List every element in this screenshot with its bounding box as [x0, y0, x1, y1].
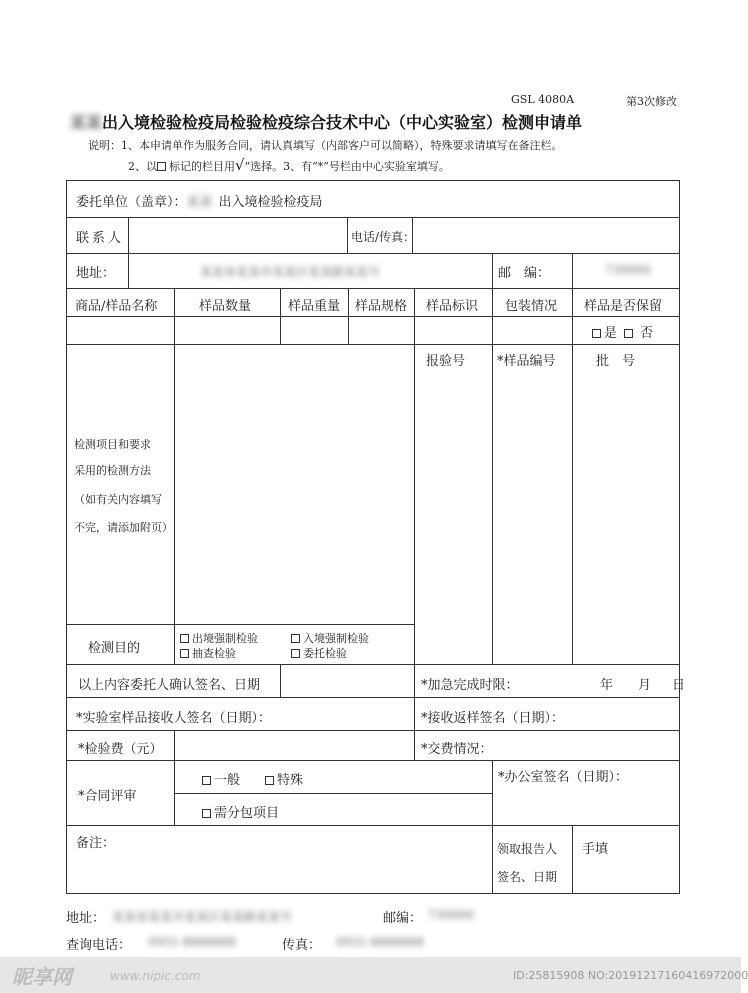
review-option-general[interactable]: [202, 769, 240, 788]
grid-line: [66, 825, 680, 826]
grid-line: [66, 316, 680, 317]
grid-line: [66, 624, 414, 625]
grid-line: [174, 288, 175, 664]
urgent-month: 月: [638, 678, 652, 693]
sample-number-label: *样品编号: [497, 354, 556, 369]
sample-mark-input[interactable]: [416, 318, 490, 342]
client-unit-prefix: 某某: [186, 195, 213, 210]
grid-line: [414, 288, 415, 664]
note-part-b: 标记的栏目用: [169, 160, 235, 173]
instructions-line-1: 说明：1、本申请单作为服务合同，请认真填写（内部客户可以简略），特殊要求请填写在备注栏。: [88, 139, 563, 152]
client-unit-value: 出入境检验检疫局: [218, 195, 323, 210]
remarks-input[interactable]: [68, 850, 490, 892]
grid-line: [66, 760, 680, 761]
grid-line: [128, 217, 129, 253]
urgent-deadline-label: *加急完成时限：: [421, 678, 519, 693]
instructions-line-2: [128, 156, 450, 174]
grid-line: [348, 288, 349, 344]
header-sample-mark: 样品标识: [426, 299, 479, 314]
watermark-site: www.nipic.com: [110, 969, 201, 983]
grid-line: [174, 730, 175, 760]
grid-line: [128, 253, 129, 288]
sample-weight-input[interactable]: [282, 318, 346, 342]
retain-no-checkbox[interactable]: [624, 329, 633, 338]
confirm-signature-label: 以上内容委托人确认签名、日期: [78, 678, 261, 693]
header-sample-weight: 样品重量: [288, 299, 341, 314]
grid-line: [572, 288, 573, 664]
footer-fax-label: 传真：: [282, 938, 322, 953]
checkbox-icon: [202, 809, 211, 818]
title-text: 出入境检验检疫局检验检疫综合技术中心（中心实验室）检测申请单: [102, 113, 583, 132]
address-value[interactable]: 某某省某某市某某区某某路某某号: [200, 265, 381, 279]
sample-spec-input[interactable]: [350, 318, 412, 342]
header-packaging: 包装情况: [505, 299, 558, 314]
retain-yes-label: 是: [604, 326, 618, 341]
grid-line: [492, 253, 493, 288]
purpose-option-spot-check[interactable]: [180, 645, 236, 661]
lab-receiver-label: *实验室样品接收人签名（日期）：: [76, 711, 272, 726]
option-label: 特殊: [277, 773, 304, 788]
grid-line: [492, 760, 493, 894]
sample-number-input[interactable]: [494, 372, 570, 662]
inspection-fee-label: *检验费（元）: [78, 742, 163, 757]
footer-address-label: 地址：: [66, 911, 106, 926]
grid-line: [66, 217, 680, 218]
grid-line: [66, 697, 680, 698]
option-label: 一般: [214, 773, 241, 788]
contact-input[interactable]: [132, 221, 342, 249]
report-number-input[interactable]: [416, 372, 490, 662]
grid-line: [174, 793, 492, 794]
purpose-label: 检测目的: [88, 641, 141, 656]
sample-name-input[interactable]: [68, 318, 172, 342]
phone-fax-label: 电话/传真：: [351, 230, 416, 244]
retain-options: [592, 322, 653, 341]
client-unit-field[interactable]: [76, 191, 323, 210]
page-title: [70, 110, 582, 133]
contact-label: 联系人: [76, 231, 125, 246]
batch-number-input[interactable]: [574, 372, 678, 662]
option-label: 需分包项目: [214, 806, 280, 821]
address-label: 地址：: [76, 266, 116, 281]
grid-line: [347, 217, 348, 253]
purpose-option-commission[interactable]: [291, 645, 347, 661]
review-option-special[interactable]: [265, 769, 303, 788]
note-part-a: 2、以: [128, 160, 157, 173]
test-items-input[interactable]: [176, 346, 412, 622]
grid-line: [66, 664, 680, 665]
batch-number-label: 批 号: [596, 354, 636, 369]
header-sample-name: 商品/样品名称: [75, 299, 158, 314]
checkbox-icon: [202, 776, 211, 785]
grid-line: [492, 288, 493, 664]
confirm-signature-input[interactable]: [282, 666, 412, 695]
phone-fax-input[interactable]: [416, 221, 676, 249]
watermark-logo: 昵享网: [12, 965, 72, 989]
grid-line: [66, 730, 680, 731]
test-items-label-2: 采用的检测方法: [74, 464, 151, 477]
option-label: 委托检验: [303, 647, 347, 660]
checkmark-icon: √: [235, 156, 245, 174]
packaging-input[interactable]: [494, 318, 570, 342]
retain-yes-checkbox[interactable]: [592, 329, 601, 338]
title-prefix: 某某: [70, 113, 103, 132]
grid-line: [174, 760, 175, 825]
contract-review-label: *合同评审: [78, 789, 137, 804]
header-sample-quantity: 样品数量: [199, 299, 252, 314]
option-label: 入境强制检验: [303, 632, 369, 645]
grid-line: [572, 253, 573, 288]
review-option-subcontract[interactable]: [202, 802, 279, 821]
footer-address-value: 某某省某某市某某区某某路某某号: [112, 910, 293, 924]
client-unit-label: 委托单位（盖章）：: [76, 195, 187, 210]
test-items-label-4: 不完，请添加附页）: [74, 521, 173, 534]
header-sample-spec: 样品规格: [355, 299, 408, 314]
grid-line: [280, 664, 281, 697]
header-retain-sample: 样品是否保留: [584, 299, 663, 314]
grid-line: [66, 344, 680, 345]
checkbox-icon: [291, 649, 300, 658]
checkbox-icon: [291, 634, 300, 643]
footer-fax-value: 0931-8888888: [336, 935, 425, 949]
watermark-id: ID:25815908 NO:20191217160416972000: [513, 969, 748, 982]
footer-postcode-label: 邮编：: [383, 911, 423, 926]
grid-line: [66, 253, 680, 254]
report-pickup-label-1: 领取报告人: [497, 842, 558, 856]
grid-line: [66, 288, 680, 289]
revision-label: 第3次修改: [626, 95, 677, 108]
option-label: 出境强制检验: [192, 632, 258, 645]
urgent-year: 年: [600, 678, 614, 693]
grid-line: [280, 288, 281, 344]
remarks-label: 备注：: [76, 836, 116, 851]
report-pickup-label-2: 签名、日期: [497, 870, 558, 884]
payment-status-label: *交费情况：: [421, 742, 493, 757]
report-number-label: 报验号: [426, 354, 466, 369]
note-part-c: ”选择。3、有“*”号栏由中心实验室填写。: [244, 160, 450, 173]
retain-no-label: 否: [640, 326, 654, 341]
test-items-label-3: （如有关内容填写: [74, 493, 162, 506]
urgent-day: 日: [672, 678, 686, 693]
grid-line: [414, 664, 415, 760]
test-items-label-1: 检测项目和要求: [74, 438, 151, 451]
checkbox-icon: [265, 776, 274, 785]
handwrite-label: 手填: [582, 842, 609, 857]
return-sample-label: *接收返样签名（日期）：: [421, 711, 565, 726]
grid-line: [572, 825, 573, 894]
option-label: 抽查检验: [192, 647, 236, 660]
inspection-fee-input[interactable]: [176, 732, 412, 758]
office-signature-label: *办公室签名（日期）：: [498, 770, 629, 785]
purpose-option-import[interactable]: [291, 630, 369, 646]
footer-phone-value: 0931-8888888: [148, 935, 237, 949]
postcode-value[interactable]: 730000: [605, 263, 651, 277]
postcode-label: 邮 编：: [498, 266, 551, 281]
sample-quantity-input[interactable]: [176, 318, 278, 342]
footer-phone-label: 查询电话：: [66, 938, 132, 953]
checkbox-icon: [157, 162, 166, 171]
checkbox-icon: [180, 634, 189, 643]
footer-postcode-value: 730000: [428, 908, 474, 922]
form-code: GSL 4080A: [511, 93, 575, 106]
checkbox-icon: [180, 649, 189, 658]
purpose-option-export[interactable]: [180, 630, 258, 646]
